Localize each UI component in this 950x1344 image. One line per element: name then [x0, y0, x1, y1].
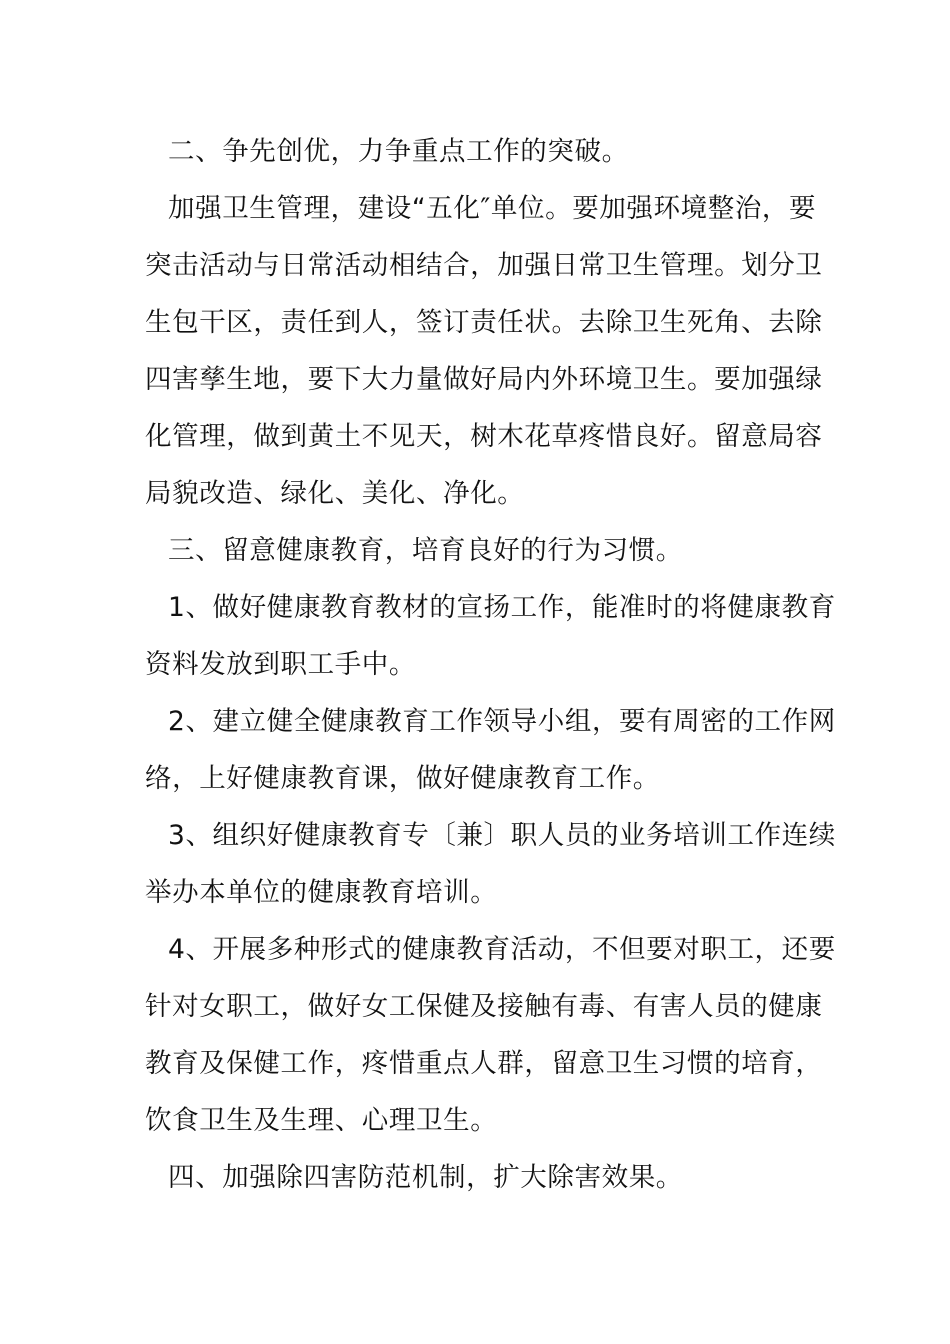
paragraph-line: 化管理，做到黄土不见天，树木花草疼惜良好。留意局容	[145, 421, 823, 452]
paragraph-line: 加强卫生管理，建设“五化″单位。要加强环境整治，要	[168, 193, 817, 224]
paragraph-line: 举办本单位的健康教育培训。	[145, 877, 498, 908]
heading-section-4: 四、加强除四害防范机制，扩大除害效果。	[168, 1162, 683, 1193]
paragraph-line: 教育及保健工作，疼惜重点人群，留意卫生习惯的培育，	[145, 1048, 823, 1079]
list-item-1: 1、做好健康教育教材的宣扬工作，能准时的将健康教育	[168, 592, 836, 623]
paragraph-line: 资料发放到职工手中。	[145, 649, 416, 680]
paragraph-line: 四害孳生地，要下大力量做好局内外环境卫生。要加强绿	[145, 364, 823, 395]
paragraph-line: 络，上好健康教育课，做好健康教育工作。	[145, 763, 660, 794]
paragraph-line: 局貌改造、绿化、美化、净化。	[145, 478, 525, 509]
list-item-2: 2、建立健全健康教育工作领导小组，要有周密的工作网	[168, 706, 836, 737]
paragraph-line: 针对女职工，做好女工保健及接触有毒、有害人员的健康	[145, 991, 823, 1022]
list-item-3: 3、组织好健康教育专〔兼〕职人员的业务培训工作连续	[168, 820, 836, 851]
list-item-4: 4、开展多种形式的健康教育活动，不但要对职工，还要	[168, 934, 836, 965]
paragraph-line: 生包干区，责任到人，签订责任状。去除卫生死角、去除	[145, 307, 823, 338]
paragraph-line: 突击活动与日常活动相结合，加强日常卫生管理。划分卫	[145, 250, 823, 281]
paragraph-line: 饮食卫生及生理、心理卫生。	[145, 1105, 498, 1136]
heading-section-3: 三、留意健康教育，培育良好的行为习惯。	[168, 535, 683, 566]
heading-section-2: 二、争先创优，力争重点工作的突破。	[168, 136, 629, 167]
